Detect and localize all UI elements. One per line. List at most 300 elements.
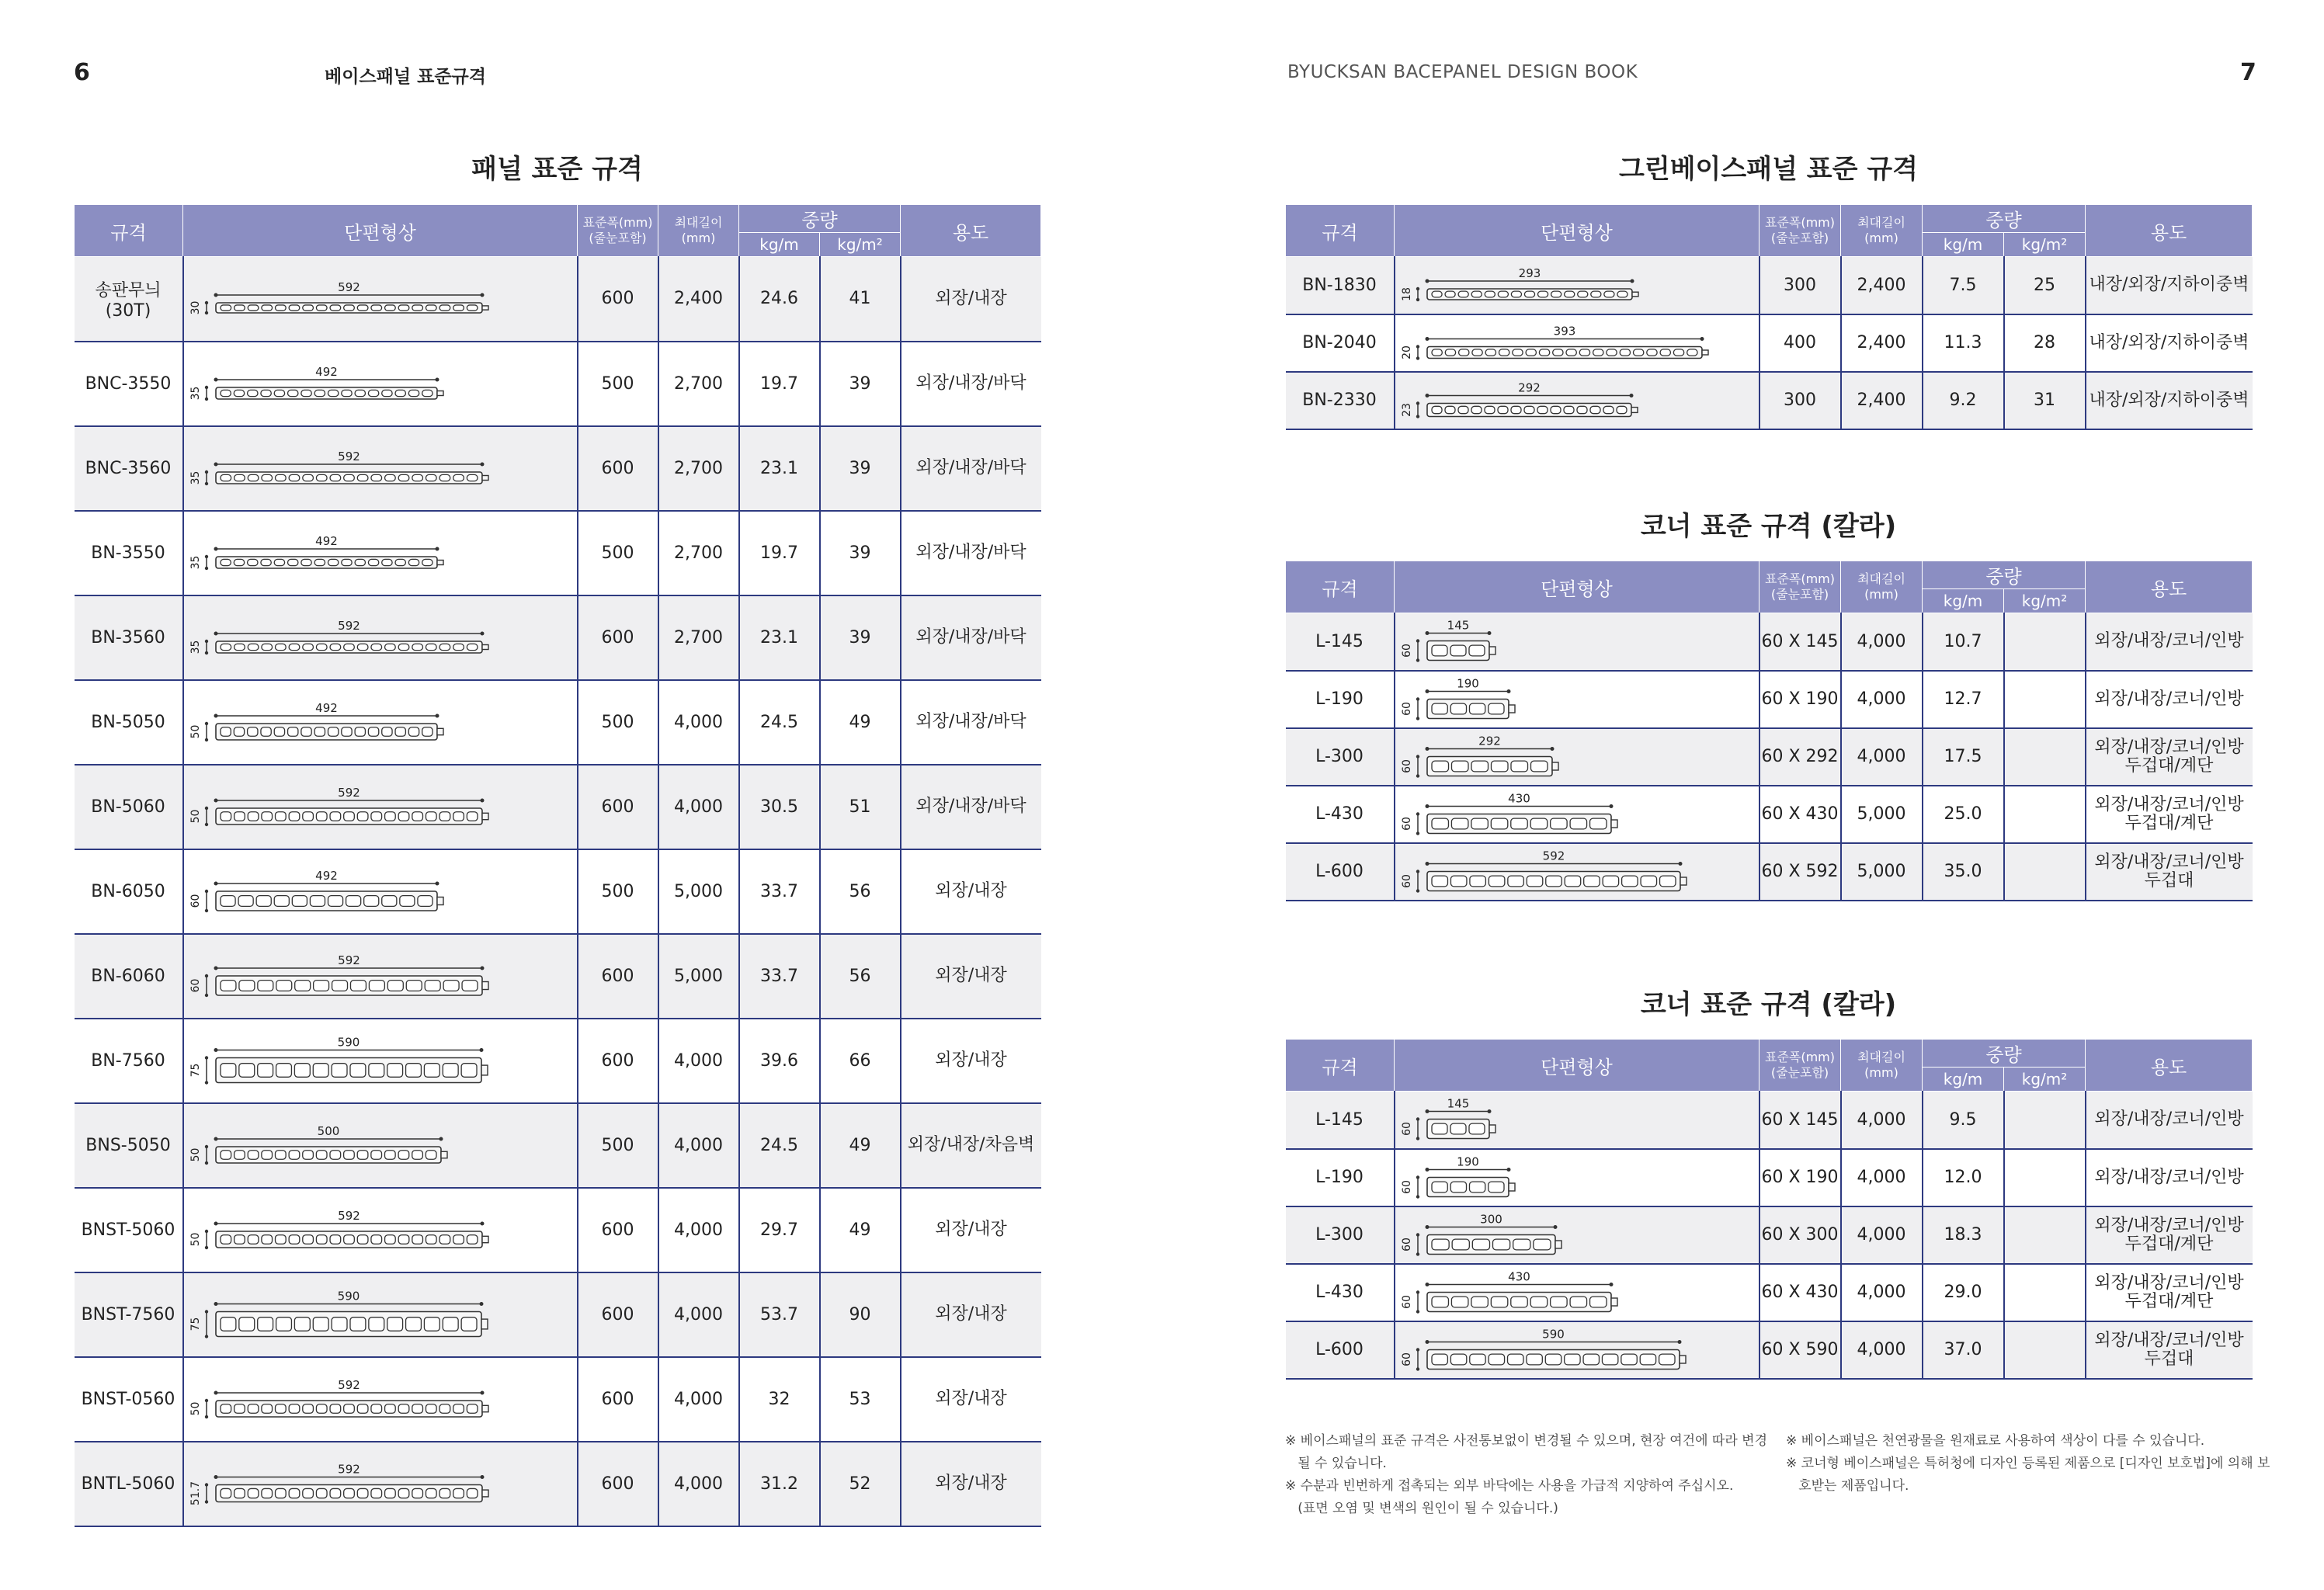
cross-section-drawing	[1398, 1323, 1756, 1377]
length-cell: 4,000	[1841, 1321, 1923, 1379]
left-page-header: 베이스패널 표준규격	[325, 67, 486, 87]
kgm2-cell: 28	[2004, 314, 2086, 372]
length-cell: 4,000	[1841, 1264, 1923, 1321]
width-cell: 60 X 145	[1760, 1092, 1841, 1149]
thickness-dimension-label: 30	[189, 300, 202, 315]
table-row	[1286, 1321, 2253, 1379]
cross-section-drawing	[1398, 316, 1756, 370]
width-dimension-label: 592	[337, 953, 360, 967]
width-cell: 300	[1760, 372, 1841, 429]
thickness-dimension-label: 60	[1400, 1294, 1413, 1309]
length-cell: 4,000	[1841, 1149, 1923, 1206]
length-cell: 4,000	[1841, 671, 1923, 728]
left-page-number: 6	[74, 59, 90, 86]
kgm-cell: 9.2	[1923, 372, 2004, 429]
length-cell: 4,000	[658, 1188, 739, 1272]
kgm-cell: 24.6	[739, 257, 820, 342]
width-cell: 60 X 145	[1760, 613, 1841, 671]
col-width: 표준폭(mm) (줄눈포함)	[578, 205, 658, 257]
shape-cell	[1395, 1206, 1760, 1264]
width-dimension-label: 492	[314, 364, 338, 379]
shape-cell	[183, 1357, 578, 1442]
use-cell: 외장/내장/바닥	[901, 426, 1041, 511]
use-cell: 외장/내장/바닥	[901, 342, 1041, 426]
shape-cell	[1395, 314, 1760, 372]
width-dimension-label: 145	[1447, 1096, 1469, 1111]
col-weight: 중량	[1923, 561, 2086, 589]
spec-cell: BNTL-5060	[75, 1442, 183, 1526]
kgm2-cell	[2004, 1321, 2086, 1379]
shape-cell	[1395, 1264, 1760, 1321]
corner-color-title-1: 코너 표준 규격 (칼라)	[1640, 511, 1897, 542]
corner-table-1	[1285, 561, 2253, 901]
width-cell: 600	[578, 1357, 658, 1442]
col-shape: 단편형상	[1395, 205, 1760, 257]
kgm-cell: 30.5	[739, 765, 820, 849]
note-line: (표면 오염 및 변색의 원인이 될 수 있습니다.)	[1285, 1501, 1558, 1516]
spec-cell: BNS-5050	[75, 1103, 183, 1188]
width-dimension-label: 590	[1541, 1327, 1565, 1341]
thickness-dimension-label: 60	[1400, 1179, 1413, 1194]
kgm2-cell	[2004, 1092, 2086, 1149]
spec-cell: BN-2330	[1286, 372, 1395, 429]
spec-cell: BN-3560	[75, 595, 183, 680]
length-cell: 2,700	[658, 511, 739, 595]
thickness-dimension-label: 50	[189, 1401, 202, 1415]
width-cell: 500	[578, 511, 658, 595]
shape-cell	[1395, 1149, 1760, 1206]
kgm-cell: 7.5	[1923, 257, 2004, 314]
table-row	[75, 426, 1041, 511]
kgm-cell: 10.7	[1923, 613, 2004, 671]
col-width: 표준폭(mm) (줄눈포함)	[1760, 1040, 1841, 1092]
table-row	[75, 1103, 1041, 1188]
use-cell: 내장/외장/지하이중벽	[2086, 314, 2253, 372]
kgm2-cell: 90	[820, 1272, 901, 1357]
length-cell: 4,000	[658, 1103, 739, 1188]
kgm-cell: 24.5	[739, 680, 820, 765]
length-cell: 2,400	[1841, 314, 1923, 372]
shape-cell	[183, 595, 578, 680]
width-dimension-label: 592	[337, 449, 360, 463]
width-dimension-label: 592	[337, 618, 360, 633]
thickness-dimension-label: 18	[1400, 287, 1413, 302]
width-dimension-label: 190	[1456, 1154, 1479, 1168]
cross-section-drawing	[1398, 845, 1756, 899]
panel-outline	[216, 1057, 481, 1082]
table-row	[75, 595, 1041, 680]
width-dimension-label: 300	[1479, 1212, 1502, 1226]
thickness-dimension-label: 51.7	[189, 1481, 202, 1505]
col-weight: 중량	[1923, 1040, 2086, 1068]
kgm2-cell: 25	[2004, 257, 2086, 314]
table-row	[75, 849, 1041, 934]
width-dimension-label: 592	[1542, 849, 1565, 863]
thickness-dimension-label: 50	[189, 1232, 202, 1246]
width-cell: 500	[578, 680, 658, 765]
kgm-cell: 19.7	[739, 342, 820, 426]
spec-cell: BN-3550	[75, 511, 183, 595]
kgm-cell: 18.3	[1923, 1206, 2004, 1264]
width-cell: 60 X 190	[1760, 1149, 1841, 1206]
right-page-header: BYUCKSAN BACEPANEL DESIGN BOOK	[1287, 62, 1638, 82]
width-cell: 60 X 430	[1760, 786, 1841, 843]
kgm2-cell: 66	[820, 1019, 901, 1103]
shape-cell	[183, 1188, 578, 1272]
kgm2-cell: 39	[820, 511, 901, 595]
thickness-dimension-label: 60	[1400, 816, 1413, 831]
table-row	[1286, 671, 2253, 728]
panel-outline	[216, 976, 482, 995]
kgm2-cell: 49	[820, 680, 901, 765]
kgm-cell: 31.2	[739, 1442, 820, 1526]
use-cell: 외장/내장	[901, 1272, 1041, 1357]
width-cell: 600	[578, 1272, 658, 1357]
table-row	[1286, 1264, 2253, 1321]
width-dimension-label: 393	[1553, 324, 1575, 338]
width-dimension-label: 430	[1507, 791, 1530, 805]
note-line: ※ 수분과 빈번하게 접촉되는 외부 바닥에는 사용을 가급적 지양하여 주십시오.	[1285, 1478, 1734, 1494]
col-length: 최대길이 (mm)	[658, 205, 739, 257]
cross-section-drawing	[1398, 1092, 1756, 1147]
shape-cell	[183, 934, 578, 1019]
col-spec: 규격	[1286, 205, 1395, 257]
use-cell: 외장/내장/코너/인방	[2086, 1149, 2253, 1206]
kgm2-cell: 39	[820, 342, 901, 426]
use-cell: 외장/내장/차음벽	[901, 1103, 1041, 1188]
spec-cell: BN-5060	[75, 765, 183, 849]
table-row	[75, 511, 1041, 595]
width-cell: 600	[578, 934, 658, 1019]
col-width: 표준폭(mm) (줄눈포함)	[1760, 205, 1841, 257]
shape-cell	[1395, 1092, 1760, 1149]
shape-cell	[183, 1019, 578, 1103]
table-row	[1286, 1149, 2253, 1206]
width-cell: 300	[1760, 257, 1841, 314]
width-cell: 60 X 292	[1760, 728, 1841, 786]
kgm-cell: 12.7	[1923, 671, 2004, 728]
spec-cell: L-300	[1286, 1206, 1395, 1264]
cross-section-drawing	[186, 343, 575, 425]
use-cell: 외장/내장/코너/인방 두겁대/계단	[2086, 1206, 2253, 1264]
table-row	[75, 257, 1041, 342]
width-cell: 600	[578, 765, 658, 849]
width-dimension-label: 592	[337, 280, 360, 295]
thickness-dimension-label: 75	[189, 1317, 202, 1331]
cross-section-drawing	[1398, 258, 1756, 312]
shape-cell	[1395, 671, 1760, 728]
note-line: 될 수 있습니다.	[1285, 1456, 1387, 1471]
use-cell: 외장/내장/코너/인방 두겁대/계단	[2086, 786, 2253, 843]
note-line: ※ 코너형 베이스패널은 특허청에 디자인 등록된 제품으로 [디자인 보호법]에 의해 보	[1786, 1456, 2270, 1471]
kgm2-cell: 31	[2004, 372, 2086, 429]
cross-section-drawing	[186, 1274, 575, 1356]
table-row	[75, 765, 1041, 849]
table-row	[1286, 1206, 2253, 1264]
shape-cell	[183, 680, 578, 765]
kgm-cell: 33.7	[739, 849, 820, 934]
spec-cell: BN-5050	[75, 680, 183, 765]
shape-cell	[1395, 257, 1760, 314]
length-cell: 4,000	[1841, 1092, 1923, 1149]
table-row	[75, 1188, 1041, 1272]
spec-cell: BN-1830	[1286, 257, 1395, 314]
kgm2-cell	[2004, 843, 2086, 901]
table-row	[75, 934, 1041, 1019]
width-dimension-label: 145	[1447, 618, 1469, 633]
cross-section-drawing	[186, 682, 575, 763]
col-kgm2: kg/m²	[2004, 1068, 2086, 1092]
kgm-cell: 37.0	[1923, 1321, 2004, 1379]
kgm-cell: 23.1	[739, 595, 820, 680]
width-dimension-label: 592	[337, 785, 360, 800]
length-cell: 4,000	[658, 1272, 739, 1357]
cross-section-drawing	[1398, 614, 1756, 668]
spec-cell: L-190	[1286, 1149, 1395, 1206]
width-dimension-label: 500	[317, 1123, 339, 1138]
cross-section-drawing	[186, 1443, 575, 1525]
col-kgm2: kg/m²	[2004, 233, 2086, 257]
kgm2-cell: 56	[820, 849, 901, 934]
width-dimension-label: 292	[1517, 380, 1541, 394]
length-cell: 2,400	[1841, 372, 1923, 429]
table-row	[75, 1272, 1041, 1357]
kgm-cell: 11.3	[1923, 314, 2004, 372]
use-cell: 외장/내장/바닥	[901, 765, 1041, 849]
cross-section-drawing	[1398, 1265, 1756, 1320]
cross-section-drawing	[1398, 787, 1756, 842]
kgm2-cell	[2004, 728, 2086, 786]
thickness-dimension-label: 50	[189, 809, 202, 823]
width-dimension-label: 592	[337, 1208, 360, 1223]
cross-section-drawing	[186, 1105, 575, 1186]
kgm-cell: 17.5	[1923, 728, 2004, 786]
right-page-number: 7	[2240, 59, 2256, 86]
length-cell: 4,000	[658, 765, 739, 849]
col-length: 최대길이 (mm)	[1841, 1040, 1923, 1092]
width-cell: 60 X 592	[1760, 843, 1841, 901]
length-cell: 4,000	[658, 1357, 739, 1442]
length-cell: 5,000	[1841, 843, 1923, 901]
cross-section-drawing	[1398, 1208, 1756, 1262]
use-cell: 내장/외장/지하이중벽	[2086, 372, 2253, 429]
width-dimension-label: 592	[337, 1377, 360, 1392]
shape-cell	[1395, 786, 1760, 843]
length-cell: 2,400	[658, 257, 739, 342]
kgm-cell: 29.7	[739, 1188, 820, 1272]
thickness-dimension-label: 60	[1400, 1352, 1413, 1366]
table-row	[1286, 1092, 2253, 1149]
use-cell: 외장/내장/코너/인방 두겁대	[2086, 843, 2253, 901]
kgm2-cell	[2004, 671, 2086, 728]
use-cell: 외장/내장/코너/인방	[2086, 1092, 2253, 1149]
cross-section-drawing	[186, 512, 575, 594]
use-cell: 외장/내장	[901, 1442, 1041, 1526]
width-cell: 600	[578, 426, 658, 511]
shape-cell	[183, 1272, 578, 1357]
panel-standard-title: 패널 표준 규격	[471, 154, 643, 185]
kgm-cell: 32	[739, 1357, 820, 1442]
kgm-cell: 24.5	[739, 1103, 820, 1188]
kgm-cell: 23.1	[739, 426, 820, 511]
kgm-cell: 9.5	[1923, 1092, 2004, 1149]
kgm2-cell: 39	[820, 426, 901, 511]
length-cell: 4,000	[658, 1442, 739, 1526]
shape-cell	[183, 257, 578, 342]
width-dimension-label: 492	[314, 700, 338, 715]
col-shape: 단편형상	[1395, 561, 1760, 613]
kgm2-cell: 52	[820, 1442, 901, 1526]
width-cell: 400	[1760, 314, 1841, 372]
spec-cell: L-430	[1286, 786, 1395, 843]
width-cell: 500	[578, 1103, 658, 1188]
kgm2-cell	[2004, 1264, 2086, 1321]
length-cell: 5,000	[658, 849, 739, 934]
shape-cell	[183, 511, 578, 595]
width-cell: 60 X 430	[1760, 1264, 1841, 1321]
col-use: 용도	[901, 205, 1041, 257]
table-row	[1286, 613, 2253, 671]
length-cell: 5,000	[1841, 786, 1923, 843]
cross-section-drawing	[186, 936, 575, 1017]
thickness-dimension-label: 60	[1400, 1237, 1413, 1252]
width-cell: 60 X 300	[1760, 1206, 1841, 1264]
shape-cell	[1395, 843, 1760, 901]
panel-spec-table	[74, 204, 1041, 1527]
col-use: 용도	[2086, 1040, 2253, 1092]
col-shape: 단편형상	[183, 205, 578, 257]
length-cell: 4,000	[1841, 728, 1923, 786]
table-row	[75, 1442, 1041, 1526]
cross-section-drawing	[186, 766, 575, 848]
spec-cell: L-145	[1286, 1092, 1395, 1149]
note-line: ※ 베이스패널은 천연광물을 원재료로 사용하여 색상이 다를 수 있습니다.	[1786, 1433, 2205, 1449]
thickness-dimension-label: 60	[189, 978, 202, 992]
cross-section-drawing	[186, 1359, 575, 1440]
panel-outline	[216, 1311, 481, 1336]
thickness-dimension-label: 50	[189, 724, 202, 738]
note-line: 호받는 제품입니다.	[1786, 1478, 1909, 1494]
cross-section-drawing	[1398, 730, 1756, 784]
kgm-cell: 33.7	[739, 934, 820, 1019]
width-dimension-label: 592	[337, 1462, 360, 1476]
width-cell: 60 X 190	[1760, 671, 1841, 728]
length-cell: 4,000	[658, 1019, 739, 1103]
col-length: 최대길이 (mm)	[1841, 561, 1923, 613]
col-use: 용도	[2086, 561, 2253, 613]
width-dimension-label: 292	[1478, 734, 1501, 748]
kgm-cell: 29.0	[1923, 1264, 2004, 1321]
width-dimension-label: 590	[337, 1289, 360, 1303]
kgm2-cell	[2004, 786, 2086, 843]
col-spec: 규격	[1286, 561, 1395, 613]
kgm2-cell: 39	[820, 595, 901, 680]
use-cell: 외장/내장/코너/인방 두겁대	[2086, 1321, 2253, 1379]
thickness-dimension-label: 60	[1400, 873, 1413, 888]
kgm2-cell	[2004, 1206, 2086, 1264]
spec-cell: L-190	[1286, 671, 1395, 728]
length-cell: 2,700	[658, 426, 739, 511]
table-row	[75, 342, 1041, 426]
length-cell: 4,000	[658, 680, 739, 765]
col-weight: 중량	[1923, 205, 2086, 233]
length-cell: 2,400	[1841, 257, 1923, 314]
thickness-dimension-label: 60	[1400, 1122, 1413, 1137]
spec-cell: BNST-7560	[75, 1272, 183, 1357]
cross-section-drawing	[186, 258, 575, 339]
spec-cell: BN-6050	[75, 849, 183, 934]
thickness-dimension-label: 60	[1400, 759, 1413, 773]
use-cell: 외장/내장	[901, 1357, 1041, 1442]
width-cell: 600	[578, 257, 658, 342]
shape-cell	[1395, 613, 1760, 671]
kgm-cell: 53.7	[739, 1272, 820, 1357]
kgm2-cell	[2004, 1149, 2086, 1206]
spec-cell: BNST-5060	[75, 1188, 183, 1272]
width-cell: 60 X 590	[1760, 1321, 1841, 1379]
use-cell: 외장/내장	[901, 934, 1041, 1019]
table-row	[1286, 728, 2253, 786]
spec-cell: BN-2040	[1286, 314, 1395, 372]
width-cell: 600	[578, 595, 658, 680]
use-cell: 외장/내장	[901, 1188, 1041, 1272]
spec-cell: BN-7560	[75, 1019, 183, 1103]
use-cell: 외장/내장/코너/인방	[2086, 671, 2253, 728]
thickness-dimension-label: 50	[189, 1147, 202, 1161]
cross-section-drawing	[1398, 1151, 1756, 1205]
width-dimension-label: 590	[337, 1035, 360, 1049]
use-cell: 외장/내장/바닥	[901, 595, 1041, 680]
kgm2-cell: 49	[820, 1103, 901, 1188]
width-cell: 600	[578, 1019, 658, 1103]
cross-section-drawing	[186, 851, 575, 932]
kgm-cell: 35.0	[1923, 843, 2004, 901]
thickness-dimension-label: 60	[1400, 644, 1413, 658]
use-cell: 외장/내장/코너/인방 두겁대/계단	[2086, 1264, 2253, 1321]
table-row	[1286, 372, 2253, 429]
spec-cell: BNST-0560	[75, 1357, 183, 1442]
cross-section-drawing	[186, 597, 575, 679]
note-line: ※ 베이스패널의 표준 규격은 사전통보없이 변경될 수 있으며, 현장 여건에 따라 변경	[1285, 1433, 1768, 1449]
cross-section-drawing	[1398, 373, 1756, 428]
spec-cell: L-600	[1286, 843, 1395, 901]
table-row	[75, 1019, 1041, 1103]
notes-right	[1786, 1430, 2270, 1498]
thickness-dimension-label: 75	[189, 1063, 202, 1077]
shape-cell	[183, 1103, 578, 1188]
cross-section-drawing	[186, 1189, 575, 1271]
table-row	[75, 680, 1041, 765]
col-weight: 중량	[739, 205, 901, 233]
length-cell: 5,000	[658, 934, 739, 1019]
table-row	[1286, 786, 2253, 843]
cross-section-drawing	[186, 428, 575, 509]
spec-cell: BNC-3560	[75, 426, 183, 511]
thickness-dimension-label: 35	[189, 386, 202, 400]
use-cell: 외장/내장/바닥	[901, 511, 1041, 595]
use-cell: 외장/내장	[901, 257, 1041, 342]
width-cell: 600	[578, 1188, 658, 1272]
kgm-cell: 25.0	[1923, 786, 2004, 843]
kgm2-cell: 41	[820, 257, 901, 342]
kgm-cell: 12.0	[1923, 1149, 2004, 1206]
green-panel-table	[1285, 204, 2253, 430]
cross-section-drawing	[1398, 672, 1756, 727]
thickness-dimension-label: 60	[189, 894, 202, 908]
width-cell: 500	[578, 849, 658, 934]
length-cell: 2,700	[658, 595, 739, 680]
thickness-dimension-label: 35	[189, 640, 202, 654]
